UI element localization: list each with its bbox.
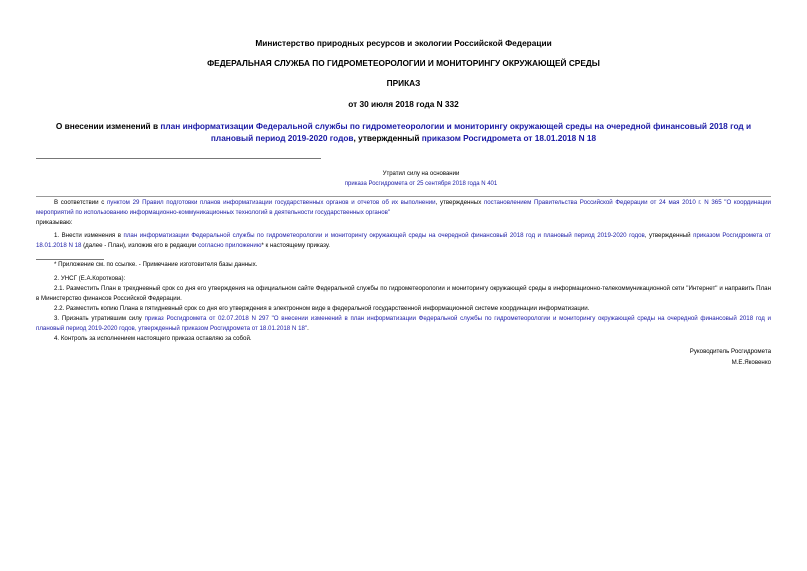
item-2-2: 2.2. Разместить копию Плана в пятидневный срок со дня его утверждения в электронном виде в федеральной государственной информационной системе координации информатизации. <box>54 305 590 312</box>
title-order-link[interactable]: приказом Росгидромета от 18.01.2018 N 18 <box>421 133 597 143</box>
item3-order-link[interactable]: приказ Росгидромета от 02.07.2018 N 297 "О внесении изменений в план информатизации Федеральной службы по гидрометеорологии и мониторингу окружающей среды на очередной финансовый 2018 год и плановый период 2019-2020 годов, утвержденный приказом Росгидромета от 18.01.2018 N 18" <box>36 315 771 332</box>
preamble-decree-link[interactable]: постановлением Правительства Российской Федерации от 24 мая 2010 г. N 365 "О координации мероприятий по использованию информационно-коммуникационных технологий в деятельности государственных органов" <box>36 199 771 216</box>
item1-plan-link[interactable]: план информатизации Федеральной службы по гидрометеорологии и мониторингу окружающей среды на очередной финансовый 2018 год и плановый период 2019-2020 годов <box>123 232 645 239</box>
preamble-rules-link[interactable]: пунктом 29 Правил подготовки планов информатизации государственных органов и отчетов об их выполнении <box>106 199 436 206</box>
item-1 <box>36 231 771 251</box>
expired-text: Утратил силу на основании <box>382 171 460 177</box>
document-type: ПРИКАЗ <box>386 78 421 88</box>
item-4: 4. Контроль за исполнением настоящего приказа оставляю за собой. <box>54 335 252 342</box>
item-3 <box>36 314 771 334</box>
item-2: 2. УНСГ (Е.А.Короткова): <box>54 275 126 282</box>
item1-appendix-link[interactable]: согласно приложению <box>198 242 262 249</box>
document-page <box>36 30 771 368</box>
item1-text-4: * к настоящему приказу. <box>261 242 330 249</box>
ministry-name: Министерство природных ресурсов и экологии Российской Федерации <box>255 38 552 48</box>
service-name: ФЕДЕРАЛЬНАЯ СЛУЖБА ПО ГИДРОМЕТЕОРОЛОГИИ И МОНИТОРИНГУ ОКРУЖАЮЩЕЙ СРЕДЫ <box>207 58 600 68</box>
title-prefix: О внесении изменений в <box>55 121 161 131</box>
item1-text-1: 1. Внести изменения в <box>54 232 124 239</box>
item-2-1: 2.1. Разместить План в трехдневный срок со дня его утверждения на официальном сайте Федеральной службы по гидрометеорологии и мониторингу окружающей среды в информационно-телекоммуникационной сети "Интернет" и направить План в Министерство финансов Российской Федерации. <box>36 285 771 302</box>
document-date-number: от 30 июля 2018 года N 332 <box>348 99 459 109</box>
signature-position: Руководитель Росгидромета <box>689 348 771 355</box>
expired-order-link[interactable]: приказа Росгидромета от 25 сентября 2018 года N 401 <box>344 181 498 187</box>
footnote: * Приложение см. по ссылке. - Примечание изготовителя базы данных. <box>54 261 258 268</box>
expired-notice <box>306 169 536 189</box>
signature-name: М.Е.Яковенко <box>731 359 771 366</box>
divider-full <box>36 196 771 197</box>
item1-text-2: , утвержденный <box>644 232 694 239</box>
item1-order-link[interactable]: приказом Росгидромета от 18.01.2018 N 18 <box>36 232 771 249</box>
preamble-paragraph <box>36 198 771 218</box>
item3-text-1: 3. Признать утратившим силу <box>54 315 145 322</box>
item3-text-2: . <box>307 325 309 332</box>
preamble-text-1: В соответствии с <box>54 199 107 206</box>
title-plan-link[interactable]: план информатизации Федеральной службы по гидрометеорологии и мониторингу окружающей среды на очередной финансовый 2018 год и плановый период 2019-2020 годов <box>160 121 752 143</box>
preamble-text-2: , утвержденных <box>435 199 484 206</box>
document-title <box>36 120 771 144</box>
title-middle: , утвержденный <box>353 133 422 143</box>
divider-left <box>36 158 321 159</box>
order-word: приказываю: <box>36 219 73 226</box>
item1-text-3: (далее - План), изложив его в редакции <box>81 242 199 249</box>
